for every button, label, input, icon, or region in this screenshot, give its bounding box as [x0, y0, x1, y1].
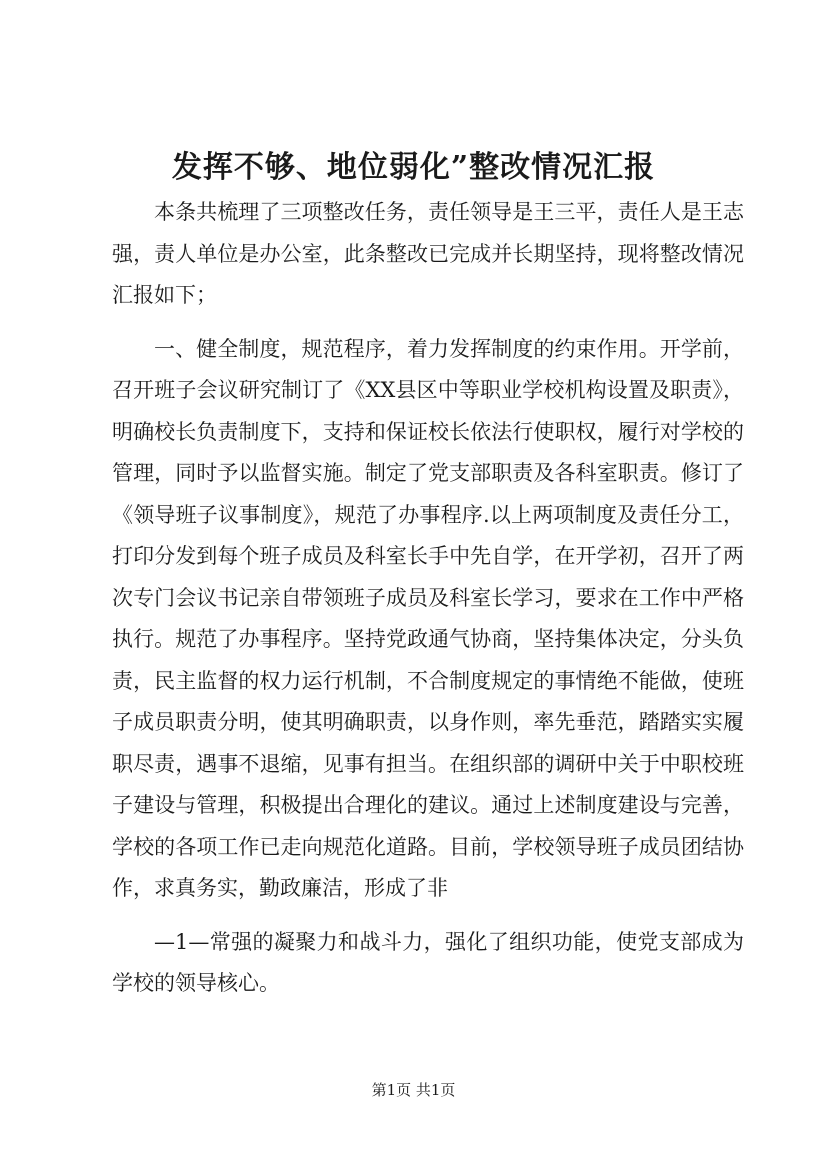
document-title: 发挥不够、地位弱化”整改情况汇报	[171, 150, 656, 185]
paragraph-continuation: —1—常强的凝聚力和战斗力，强化了组织功能，使党支部成为学校的领导核心。	[112, 929, 744, 995]
document-body	[112, 192, 744, 1005]
paragraph-section-one: 一、健全制度，规范程序，着力发挥制度的约束作用。开学前，召开班子会议研究制订了《XX县区中等职业学校机构设置及职责》，明确校长负责制度下，支持和保证校长依法行使职权，履行对学校的管理，同时予以监督实施。制定了党支部职责及各科室职责。修订了《领导班子议事制度》，规范了办事程序.以上两项制度及责任分工，打印分发到每个班子成员及科室长手中先自学，在开学初，召开了两次专门会议书记亲自带领班子成员及科室长学习，要求在工作中严格执行。规范了办事程序。坚持党政通气协商，坚持集体决定，分头负责，民主监督的权力运行机制，不合制度规定的事情绝不能做，使班子成员职责分明，使其明确职责，以身作则，率先垂范，踏踏实实履职尽责，遇事不退缩，见事有担当。在组织部的调研中关于中职校班子建设与管理，积极提出合理化的建议。通过上述制度建设与完善，学校的各项工作已走向规范化道路。目前，学校领导班子成员团结协作，求真务实，勤政廉洁，形成了非	[112, 336, 744, 900]
page-footer: 第1页 共1页	[371, 1081, 456, 1099]
paragraph-intro: 本条共梳理了三项整改任务，责任领导是王三平，责任人是王志强，责人单位是办公室，此条整改已完成并长期坚持，现将整改情况汇报如下；	[112, 200, 744, 307]
